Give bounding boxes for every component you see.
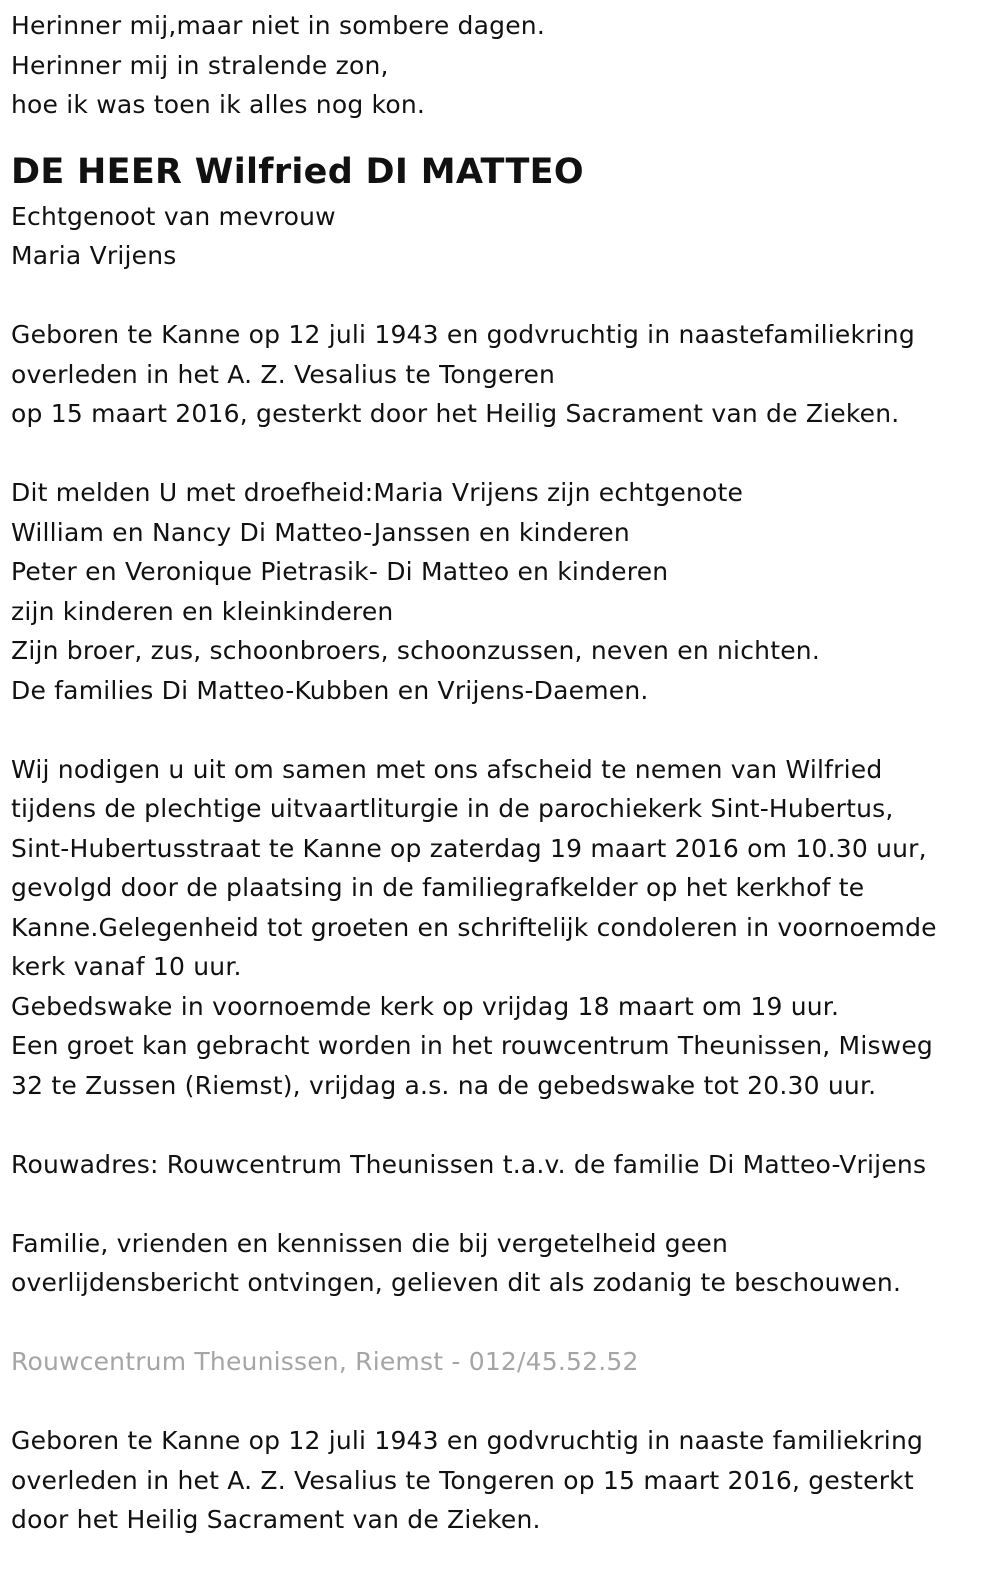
invitation-paragraph [11,750,1000,1106]
summary-line: overleden in het A. Z. Vesalius te Tongeren op 15 maart 2016, gesterkt [11,1465,914,1495]
summary-paragraph [11,1421,1000,1540]
invitation-line: Kanne.Gelegenheid tot groeten en schriftelijk condoleren in voornoemde [11,912,937,942]
summary-line: Geboren te Kanne op 12 juli 1943 en godvruchtig in naaste familiekring [11,1426,924,1455]
notice-line: Familie, vrienden en kennissen die bij vergetelheid geen [11,1228,729,1258]
invitation-line: Sint-Hubertusstraat te Kanne op zaterdag 19 maart 2016 om 10.30 uur, [11,833,927,863]
birth-line: op 15 maart 2016, gesterkt door het Heilig Sacrament van de Zieken. [11,399,900,428]
poem-line: Herinner mij,maar niet in sombere dagen. [11,11,545,40]
birth-death-paragraph [11,315,1000,434]
invitation-line: tijdens de plechtige uitvaartliturgie in de parochiekerk Sint-Hubertus, [11,794,894,823]
notice-paragraph [11,1224,1000,1303]
notice-line: overlijdensbericht ontvingen, gelieven dit als zodanig te beschouwen. [11,1268,902,1297]
invitation-line: Een groet kan gebracht worden in het rouwcentrum Theunissen, Misweg [11,1031,933,1060]
invitation-line: kerk vanaf 10 uur. [11,952,242,981]
family-paragraph [11,473,1000,710]
poem [11,6,1000,125]
family-line: Dit melden U met droefheid:Maria Vrijens zijn echtgenote [11,478,744,507]
spouse-line: Maria Vrijens [11,241,177,270]
spouse-info [11,197,1000,276]
summary-line: door het Heilig Sacrament van de Zieken. [11,1505,541,1534]
birth-line: Geboren te Kanne op 12 juli 1943 en godvruchtig in naastefamiliekring [11,320,915,349]
invitation-line: gevolgd door de plaatsing in de familiegrafkelder op het kerkhof te [11,873,865,902]
poem-line: Herinner mij in stralende zon, [11,50,389,80]
family-line: De families Di Matteo-Kubben en Vrijens-Daemen. [11,675,649,705]
family-line: William en Nancy Di Matteo-Janssen en kinderen [11,517,630,547]
poem-line: hoe ik was toen ik alles nog kon. [11,90,426,119]
invitation-line: Gebedswake in voornoemde kerk op vrijdag 18 maart om 19 uur. [11,991,840,1021]
family-line: Peter en Veronique Pietrasik- Di Matteo en kinderen [11,557,669,586]
deceased-name-title: DE HEER Wilfried DI MATTEO [11,151,584,192]
family-line: zijn kinderen en kleinkinderen [11,596,394,626]
mourning-address: Rouwadres: Rouwcentrum Theunissen t.a.v. de familie Di Matteo-Vrijens [11,1149,927,1179]
funeral-home-contact: Rouwcentrum Theunissen, Riemst - 012/45.52.52 [11,1347,639,1376]
spouse-line: Echtgenoot van mevrouw [11,201,336,231]
family-line: Zijn broer, zus, schoonbroers, schoonzussen, neven en nichten. [11,636,820,665]
birth-line: overleden in het A. Z. Vesalius te Tongeren [11,359,556,389]
invitation-line: 32 te Zussen (Riemst), vrijdag a.s. na de gebedswake tot 20.30 uur. [11,1070,877,1100]
invitation-line: Wij nodigen u uit om samen met ons afscheid te nemen van Wilfried [11,754,883,784]
